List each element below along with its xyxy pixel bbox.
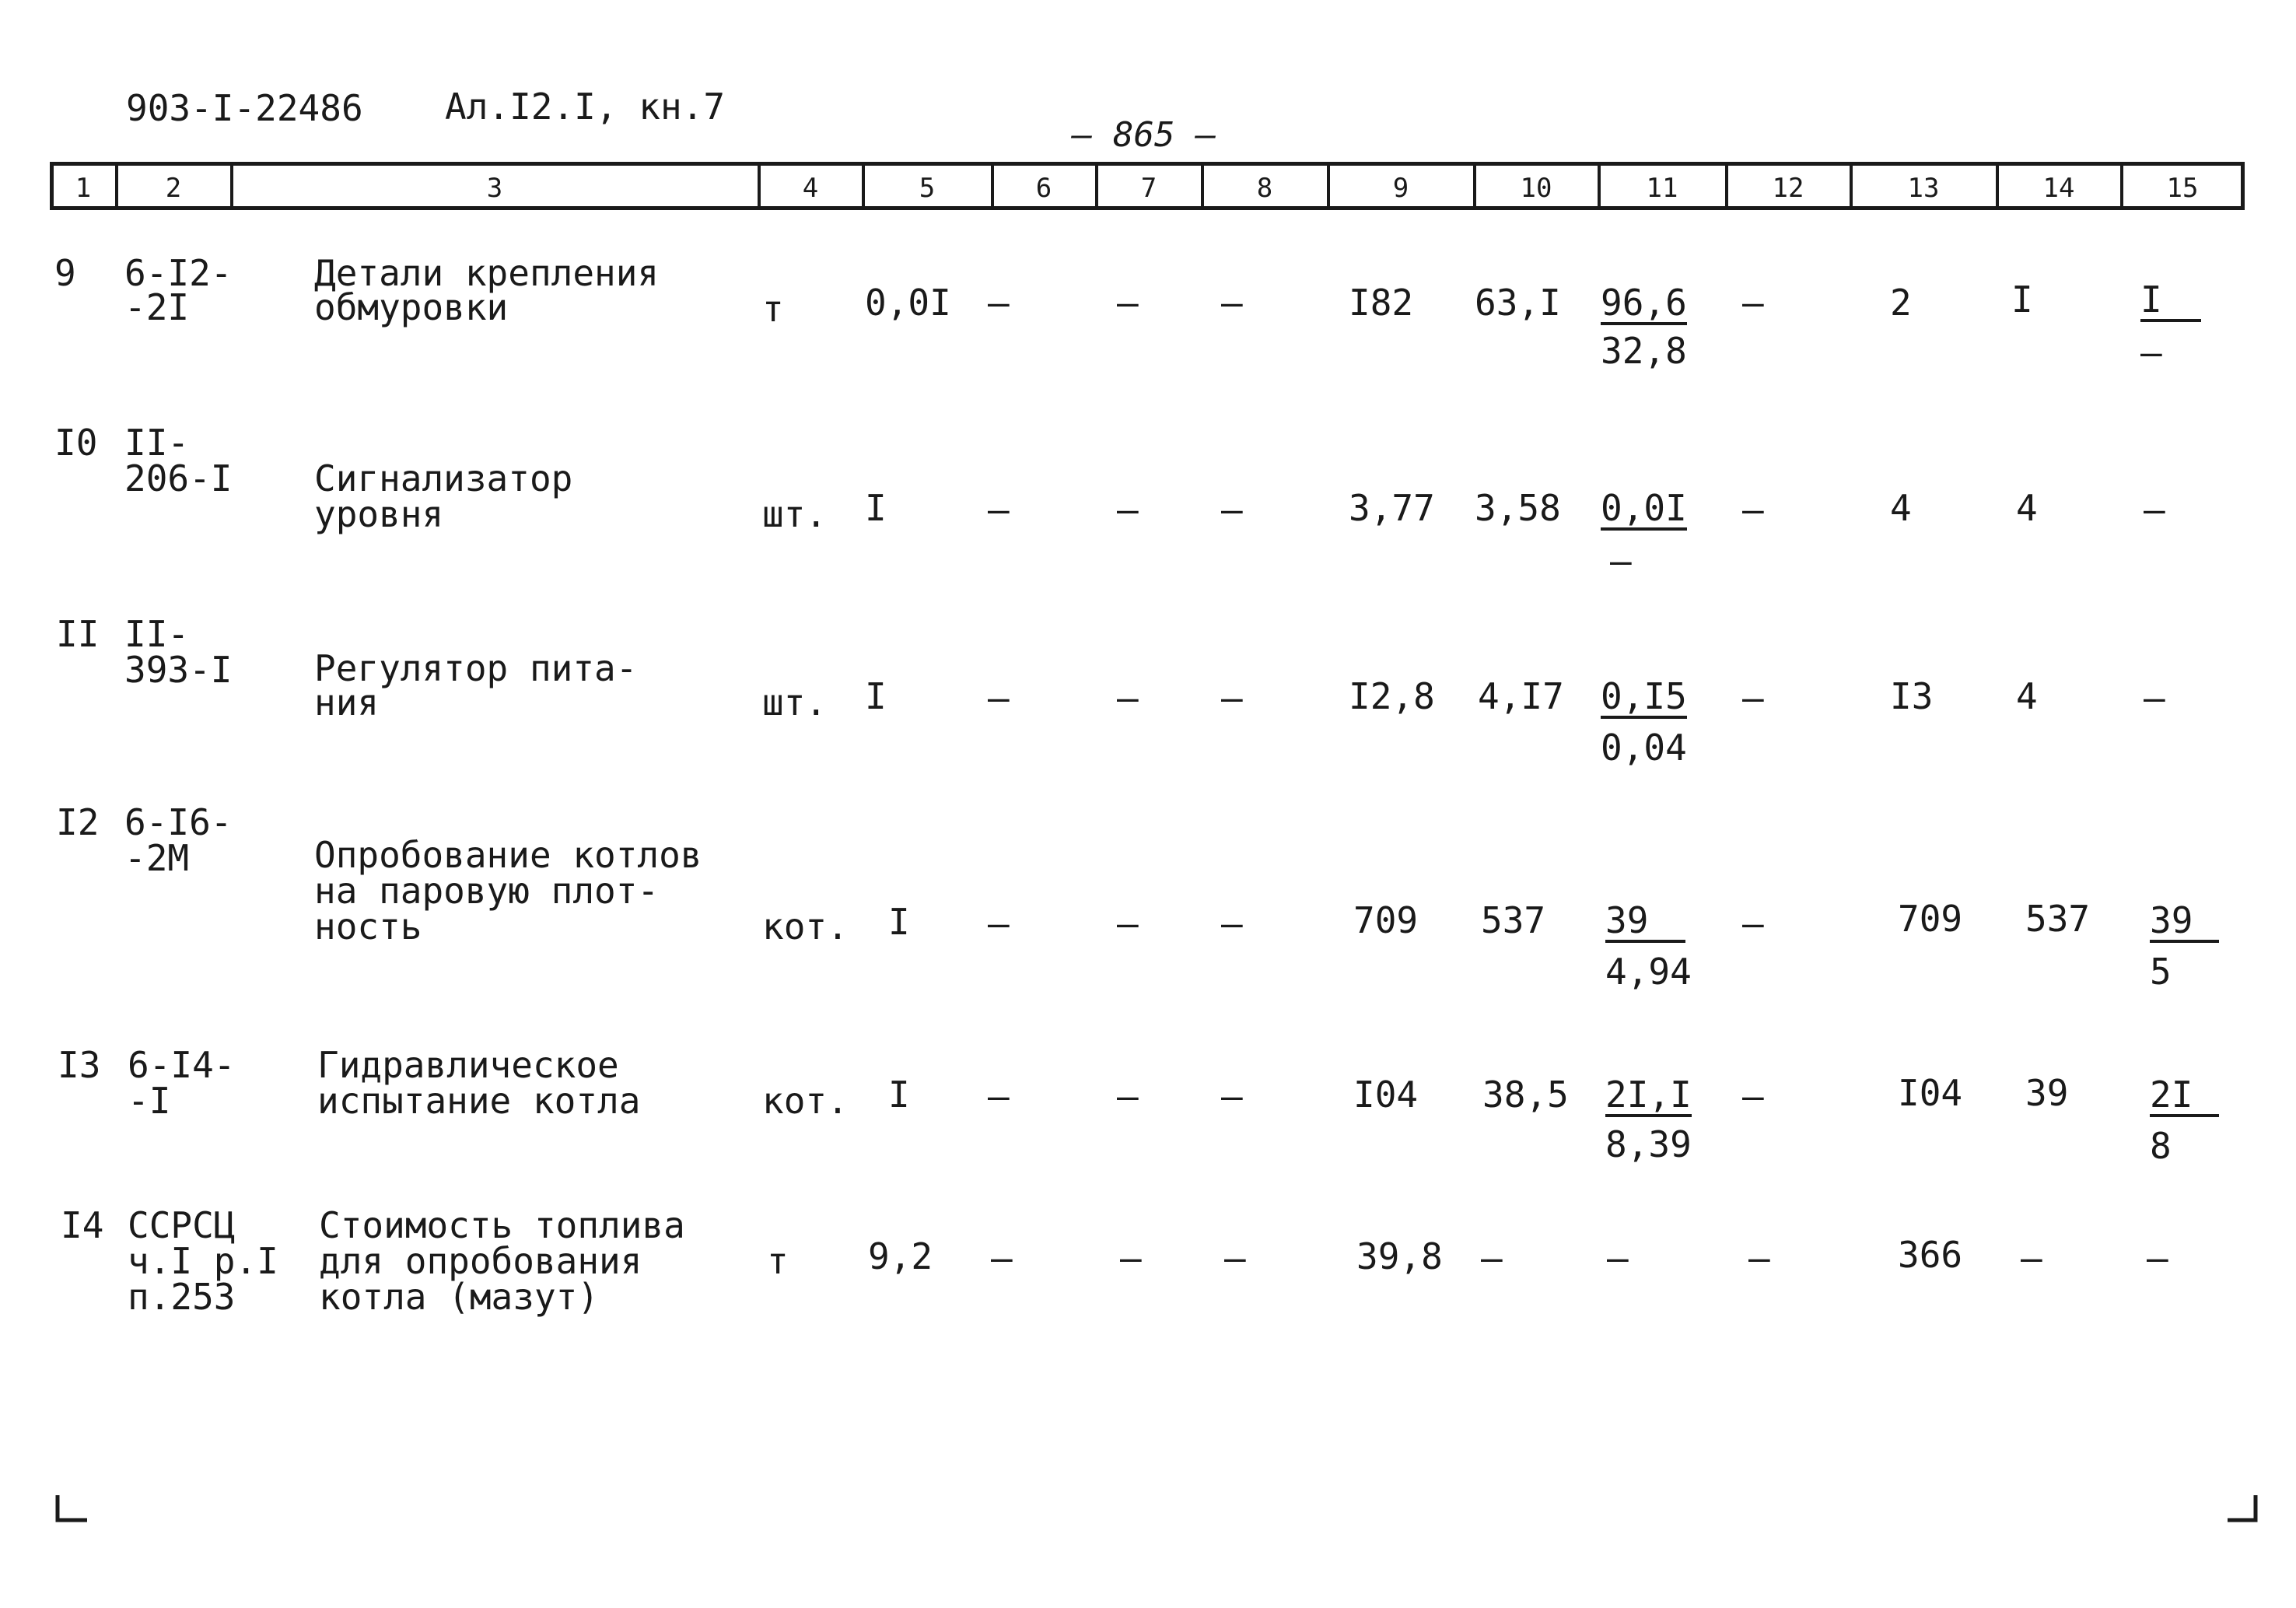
cell-col15-bottom: – — [2140, 331, 2162, 373]
cell-col11-bottom: 0,04 — [1601, 727, 1687, 769]
cell-col7: – — [1120, 1237, 1142, 1279]
cell-col13: 366 — [1898, 1234, 1963, 1276]
norm-code-line: II- — [124, 613, 190, 655]
norm-code-line: II- — [124, 422, 190, 464]
cell-col14: 39 — [2025, 1072, 2069, 1114]
column-number: 2 — [165, 173, 182, 204]
cell-col9: I82 — [1349, 282, 1414, 324]
cell-col9: I04 — [1353, 1074, 1419, 1116]
row-number: I3 — [58, 1044, 101, 1086]
cell-col10: 4,I7 — [1478, 675, 1564, 717]
cell-col15-top: 2I — [2150, 1077, 2219, 1117]
norm-code-line: -I — [128, 1080, 171, 1122]
work-name-line: ность — [314, 906, 422, 948]
cell-col6: – — [988, 902, 1010, 944]
work-name-line: уровня — [314, 493, 444, 535]
cell-col14: 4 — [2016, 675, 2038, 717]
quantity: 0,0I — [865, 282, 951, 324]
cell-col12: – — [1742, 677, 1764, 719]
cell-col8: – — [1224, 1237, 1246, 1279]
cell-col14: – — [2021, 1237, 2042, 1279]
cell-col8: – — [1221, 489, 1243, 531]
work-name-line: Детали крепления — [314, 252, 660, 294]
cell-col8: – — [1221, 282, 1243, 324]
column-number: 6 — [1035, 173, 1052, 204]
cell-col6: – — [988, 677, 1010, 719]
unit: шт. — [762, 681, 828, 723]
norm-code-line: -2I — [124, 286, 190, 328]
cell-col13: 2 — [1890, 282, 1912, 324]
cell-col11-top: 2I,I — [1605, 1074, 1692, 1116]
unit: шт. — [762, 493, 828, 535]
work-name-line: Гидравлическое — [317, 1044, 619, 1086]
cell-col14: 537 — [2025, 898, 2091, 940]
cell-col11-top: 0,I5 — [1601, 675, 1687, 717]
work-name-line: испытание котла — [317, 1080, 641, 1122]
work-name-line: Стоимость топлива — [319, 1204, 685, 1246]
norm-code-line: 6-I4- — [128, 1044, 236, 1086]
column-number: 13 — [1907, 173, 1940, 204]
column-number: 12 — [1772, 173, 1804, 204]
cell-col10: 537 — [1481, 899, 1546, 941]
norm-code-line: -2М — [124, 837, 190, 879]
cell-col12: – — [1742, 902, 1764, 944]
cell-col9: 3,77 — [1349, 487, 1435, 529]
album-reference: Ал.I2.I, кн.7 — [445, 86, 726, 128]
cell-col11-bottom: 8,39 — [1605, 1123, 1692, 1165]
cell-col11-top: 0,0I — [1601, 487, 1687, 529]
cell-col6: – — [991, 1237, 1013, 1279]
cell-col11-top: – — [1607, 1237, 1629, 1279]
work-name-line: обмуровки — [314, 286, 509, 328]
cell-col7: – — [1117, 902, 1139, 944]
cell-col15-top: I — [2140, 282, 2201, 322]
cell-col13: I04 — [1898, 1072, 1963, 1114]
work-name-line: Опробование котлов — [314, 834, 702, 876]
work-name-line: для опробования — [319, 1240, 642, 1282]
row-number: II — [56, 613, 100, 655]
cell-col10: 63,I — [1475, 282, 1561, 324]
column-number: 1 — [75, 173, 92, 204]
cell-col13: I3 — [1890, 675, 1934, 717]
work-name-line: на паровую плот- — [314, 870, 660, 912]
cell-col9: 709 — [1353, 899, 1419, 941]
cell-col7: – — [1117, 677, 1139, 719]
cell-col10: 3,58 — [1475, 487, 1561, 529]
unit: т — [767, 1240, 789, 1282]
cell-col12: – — [1748, 1237, 1770, 1279]
cell-col8: – — [1221, 677, 1243, 719]
row-number: I2 — [56, 801, 100, 843]
cell-col6: – — [988, 1075, 1010, 1117]
column-number: 5 — [919, 173, 936, 204]
unit: кот. — [762, 1080, 849, 1122]
norm-code-line: ССРСЦ — [128, 1204, 236, 1246]
cell-col12: – — [1742, 282, 1764, 324]
norm-code-line: п.253 — [128, 1276, 236, 1318]
column-number: 10 — [1520, 173, 1552, 204]
cell-col15-top: – — [2144, 677, 2165, 719]
cell-col11-bottom: 4,94 — [1605, 951, 1692, 993]
cell-col11-bottom: 32,8 — [1601, 330, 1687, 372]
norm-code-line: 393-I — [124, 649, 233, 691]
cell-col6: – — [988, 282, 1010, 324]
cell-col7: – — [1117, 282, 1139, 324]
column-number: 15 — [2166, 173, 2199, 204]
unit: т — [762, 288, 784, 330]
norm-code-line: ч.I р.I — [128, 1240, 278, 1282]
cell-col15-bottom: 8 — [2150, 1125, 2172, 1167]
cell-col11-top: 39 — [1605, 902, 1685, 943]
cell-col15-top: – — [2147, 1237, 2168, 1279]
column-number: 7 — [1140, 173, 1157, 204]
row-number: I0 — [54, 422, 98, 464]
column-number: 8 — [1256, 173, 1273, 204]
column-number: 14 — [2042, 173, 2075, 204]
column-number: 4 — [802, 173, 819, 204]
cell-col15-bottom: 5 — [2150, 951, 2172, 993]
quantity: I — [865, 487, 887, 529]
cell-col7: – — [1117, 489, 1139, 531]
page-number: — 865 — — [1072, 115, 1216, 155]
cell-col12: – — [1742, 489, 1764, 531]
row-number: 9 — [54, 252, 76, 294]
work-name-line: ния — [314, 681, 380, 723]
corner-mark-bottom-left — [54, 1494, 93, 1525]
cell-col9: I2,8 — [1349, 675, 1435, 717]
document-code: 903-I-22486 — [126, 87, 363, 129]
corner-mark-bottom-right — [2221, 1494, 2260, 1525]
cell-col11-bottom: – — [1610, 540, 1632, 582]
cell-col14: 4 — [2016, 487, 2038, 529]
column-number: 9 — [1392, 173, 1409, 204]
cell-col9: 39,8 — [1356, 1235, 1443, 1277]
quantity: I — [888, 901, 910, 943]
unit: кот. — [762, 906, 849, 948]
cell-col10: – — [1481, 1237, 1503, 1279]
work-name-line: Сигнализатор — [314, 457, 573, 499]
work-name-line: Регулятор пита- — [314, 647, 638, 689]
quantity: 9,2 — [868, 1235, 933, 1277]
norm-code-line: 6-I2- — [124, 252, 233, 294]
cell-col8: – — [1221, 902, 1243, 944]
work-name-line: котла (мазут) — [319, 1276, 600, 1318]
row-number: I4 — [61, 1204, 104, 1246]
cell-col7: – — [1117, 1075, 1139, 1117]
norm-code-line: 6-I6- — [124, 801, 233, 843]
cell-col14: I — [2011, 279, 2033, 321]
cell-col15-top: – — [2144, 489, 2165, 531]
column-number: 3 — [486, 173, 503, 204]
cell-col13: 4 — [1890, 487, 1912, 529]
cell-col8: – — [1221, 1075, 1243, 1117]
cell-col15-top: 39 — [2150, 902, 2219, 943]
cell-col13: 709 — [1898, 898, 1963, 940]
cell-col12: – — [1742, 1075, 1764, 1117]
cell-col6: – — [988, 489, 1010, 531]
norm-code-line: 206-I — [124, 457, 233, 499]
quantity: I — [888, 1074, 910, 1116]
cell-col11-top: 96,6 — [1601, 282, 1687, 324]
cell-col10: 38,5 — [1482, 1074, 1569, 1116]
column-number: 11 — [1646, 173, 1678, 204]
quantity: I — [865, 675, 887, 717]
